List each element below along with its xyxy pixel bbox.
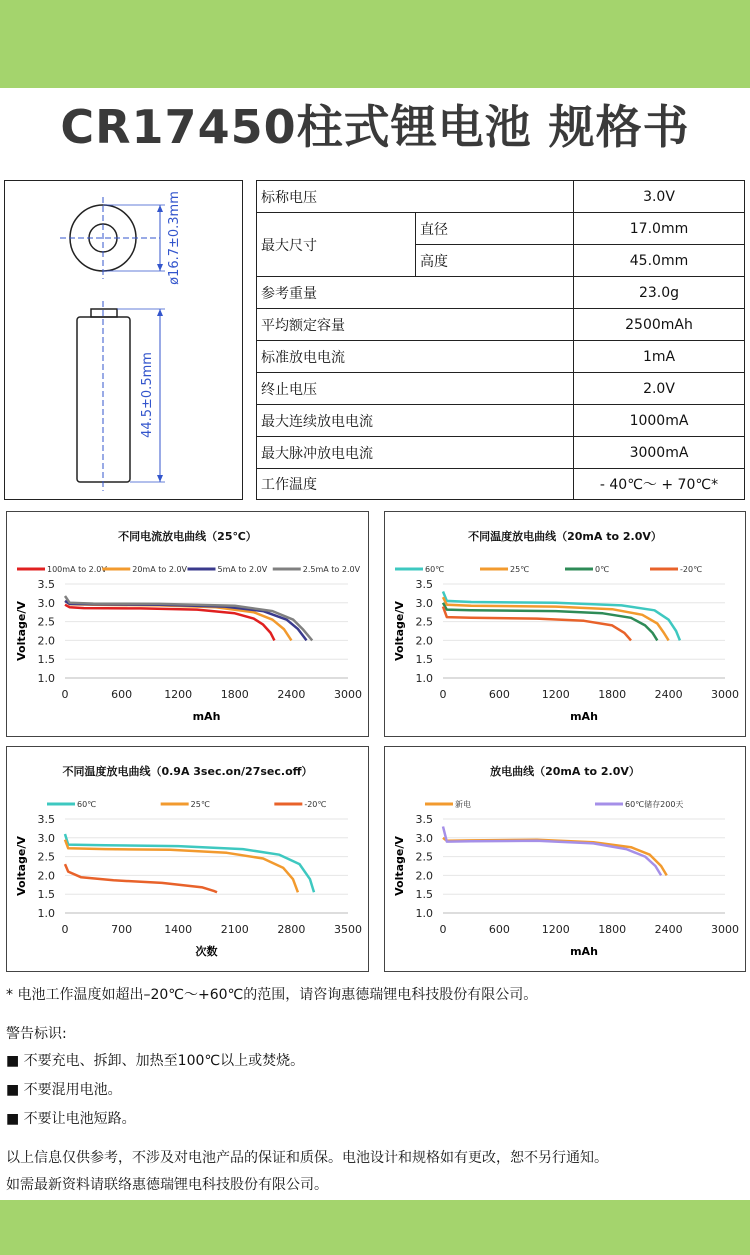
y-tick-label: 1.0 <box>37 907 55 920</box>
y-tick-label: 2.0 <box>415 634 433 648</box>
chart-title: 不同电流放电曲线（25℃） <box>118 530 257 543</box>
warning-title: 警告标识: <box>6 1026 67 1042</box>
y-tick-label: 1.5 <box>415 653 433 667</box>
series-line <box>65 834 314 892</box>
x-tick-label: 2400 <box>654 923 683 936</box>
chart-svg <box>7 512 368 736</box>
y-tick-label: 3.0 <box>415 596 433 610</box>
spec-value: 23.0g <box>573 277 744 308</box>
height-label: 44.5±0.5mm <box>140 352 155 438</box>
spec-label: 标称电压 <box>261 189 317 206</box>
y-tick-label: 1.5 <box>37 888 55 902</box>
spec-sublabel-height: 高度 <box>415 245 573 276</box>
legend-label: 2.5mA to 2.0V <box>302 565 361 574</box>
spec-label: 工作温度 <box>261 477 317 493</box>
y-tick-label: 3.5 <box>37 578 55 591</box>
arrow-down-2 <box>157 475 163 482</box>
spec-row-temp <box>257 469 744 499</box>
y-tick-label: 1.0 <box>415 907 433 920</box>
footer-band <box>0 1200 750 1255</box>
spec-value: 2500mAh <box>573 309 744 340</box>
x-tick-label: 600 <box>488 688 510 701</box>
y-tick-label: 2.5 <box>415 850 433 864</box>
chart-storage-discharge <box>384 746 746 972</box>
legend-label: 60℃ <box>425 565 445 574</box>
legend-label: 100mA to 2.0V <box>47 565 107 574</box>
x-axis-label: mAh <box>570 945 598 958</box>
battery-dimension-drawing <box>4 180 243 500</box>
x-tick-label: 600 <box>488 923 510 936</box>
legend-label: 新电 <box>455 800 471 809</box>
y-tick-label: 3.5 <box>415 578 433 591</box>
legend-label: 25℃ <box>190 800 210 809</box>
warning-item: ■ 不要让电池短路。 <box>6 1111 136 1127</box>
spec-value: 3000mA <box>573 437 744 468</box>
spec-row-weight <box>257 277 744 309</box>
spec-sublabel-diameter: 直径 <box>415 213 573 245</box>
chart-svg <box>7 747 368 971</box>
x-tick-label: 2100 <box>220 923 249 936</box>
spec-label: 终止电压 <box>261 381 317 398</box>
y-tick-label: 3.0 <box>37 831 55 845</box>
arrow-up <box>157 205 163 212</box>
y-tick-label: 3.0 <box>37 596 55 610</box>
spec-value: 2.0V <box>573 373 744 404</box>
legend-label: 20mA to 2.0V <box>132 565 188 574</box>
legend-label: 60℃储存200天 <box>625 800 684 809</box>
spec-label: 标准放电电流 <box>261 349 345 366</box>
chart-svg <box>385 747 745 971</box>
spec-table <box>256 180 745 500</box>
x-tick-label: 3000 <box>334 688 362 701</box>
x-axis-label: mAh <box>192 710 221 723</box>
spec-label: 平均额定容量 <box>261 317 345 334</box>
disclaimer <box>6 1145 746 1199</box>
y-tick-label: 3.5 <box>37 813 55 826</box>
battery-drawing-svg <box>5 181 242 499</box>
y-tick-label: 2.0 <box>37 869 55 883</box>
y-tick-label: 2.5 <box>37 615 55 629</box>
spec-label: 最大连续放电电流 <box>261 413 373 430</box>
y-tick-label: 2.5 <box>415 615 433 629</box>
chart-pulse-discharge <box>6 746 369 972</box>
y-tick-label: 2.5 <box>37 850 55 864</box>
x-tick-label: 700 <box>111 923 133 936</box>
legend-label: 60℃ <box>77 800 97 809</box>
arrow-up-2 <box>157 309 163 316</box>
chart-title: 放电曲线（20mA to 2.0V） <box>490 765 640 778</box>
y-axis-label: Voltage/V <box>15 601 28 661</box>
y-axis-label: Voltage/V <box>393 601 406 661</box>
chart-current-discharge <box>6 511 369 737</box>
x-tick-label: 0 <box>61 688 69 701</box>
x-tick-label: 600 <box>111 688 133 701</box>
x-tick-label: 0 <box>439 923 447 936</box>
x-tick-label: 1800 <box>220 688 249 701</box>
x-tick-label: 1200 <box>541 688 570 701</box>
y-tick-label: 3.0 <box>415 831 433 845</box>
spec-value-diameter: 17.0mm <box>573 213 744 245</box>
legend-label: -20℃ <box>304 800 327 809</box>
spec-value-height: 45.0mm <box>573 245 744 276</box>
spec-row-max-pulse <box>257 437 744 469</box>
spec-value: - 40℃～ + 70℃* <box>573 469 744 499</box>
x-tick-label: 1200 <box>541 923 570 936</box>
y-tick-label: 2.0 <box>37 634 55 648</box>
spec-value: 1mA <box>573 341 744 372</box>
x-tick-label: 1400 <box>164 923 193 936</box>
spec-label: 参考重量 <box>261 285 317 302</box>
disclaimer-line-1: 以上信息仅供参考，不涉及对电池产品的保证和质保。电池设计和规格如有更改，恕不另行通知。 <box>6 1150 608 1166</box>
x-axis-label: mAh <box>570 710 598 723</box>
chart-temp-discharge <box>384 511 746 737</box>
legend-label: 0℃ <box>595 565 610 574</box>
x-tick-label: 3500 <box>334 923 362 936</box>
y-tick-label: 3.5 <box>415 813 433 826</box>
arrow-down <box>157 264 163 271</box>
x-tick-label: 2800 <box>277 923 306 936</box>
spec-row-std-current <box>257 341 744 373</box>
spec-row-cutoff <box>257 373 744 405</box>
y-tick-label: 1.5 <box>415 888 433 902</box>
x-axis-label: 次数 <box>195 945 218 958</box>
y-tick-label: 1.0 <box>37 672 55 685</box>
y-tick-label: 2.0 <box>415 869 433 883</box>
spec-row-voltage <box>257 181 744 213</box>
x-tick-label: 0 <box>61 923 69 936</box>
page-title: CR17450柱式锂电池 规格书 <box>60 100 690 154</box>
chart-svg <box>385 512 745 736</box>
spec-row-size <box>257 213 744 277</box>
x-tick-label: 1800 <box>598 923 627 936</box>
series-line <box>65 864 217 892</box>
y-tick-label: 1.0 <box>415 672 433 685</box>
x-tick-label: 3000 <box>711 688 739 701</box>
legend-label: 25℃ <box>510 565 530 574</box>
spec-row-max-cont <box>257 405 744 437</box>
legend-label: -20℃ <box>680 565 703 574</box>
y-tick-label: 1.5 <box>37 653 55 667</box>
temp-note: * 电池工作温度如超出–20℃～+60℃的范围，请咨询惠德瑞锂电科技股份有限公司。 <box>6 987 538 1003</box>
x-tick-label: 3000 <box>711 923 739 936</box>
x-tick-label: 2400 <box>277 688 306 701</box>
spec-row-capacity <box>257 309 744 341</box>
x-tick-label: 1800 <box>598 688 627 701</box>
disclaimer-line-2: 如需最新资料请联络惠德瑞锂电科技股份有限公司。 <box>6 1177 328 1193</box>
warning-item: ■ 不要充电、拆卸、加热至100℃以上或焚烧。 <box>6 1053 305 1069</box>
spec-label: 最大脉冲放电电流 <box>261 445 373 462</box>
y-axis-label: Voltage/V <box>15 836 28 896</box>
battery-positive-cap <box>91 309 117 317</box>
x-tick-label: 0 <box>439 688 447 701</box>
x-tick-label: 1200 <box>164 688 193 701</box>
spec-value: 1000mA <box>573 405 744 436</box>
legend-label: 5mA to 2.0V <box>217 565 268 574</box>
series-line <box>443 827 661 876</box>
y-axis-label: Voltage/V <box>393 836 406 896</box>
x-tick-label: 2400 <box>654 688 683 701</box>
warning-item: ■ 不要混用电池。 <box>6 1082 122 1098</box>
chart-title: 不同温度放电曲线（0.9A 3sec.on/27sec.off） <box>62 765 313 778</box>
spec-value: 3.0V <box>573 181 744 212</box>
chart-title: 不同温度放电曲线（20mA to 2.0V） <box>468 530 662 543</box>
spec-label: 最大尺寸 <box>261 237 317 254</box>
diameter-label: ø16.7±0.3mm <box>167 191 182 285</box>
